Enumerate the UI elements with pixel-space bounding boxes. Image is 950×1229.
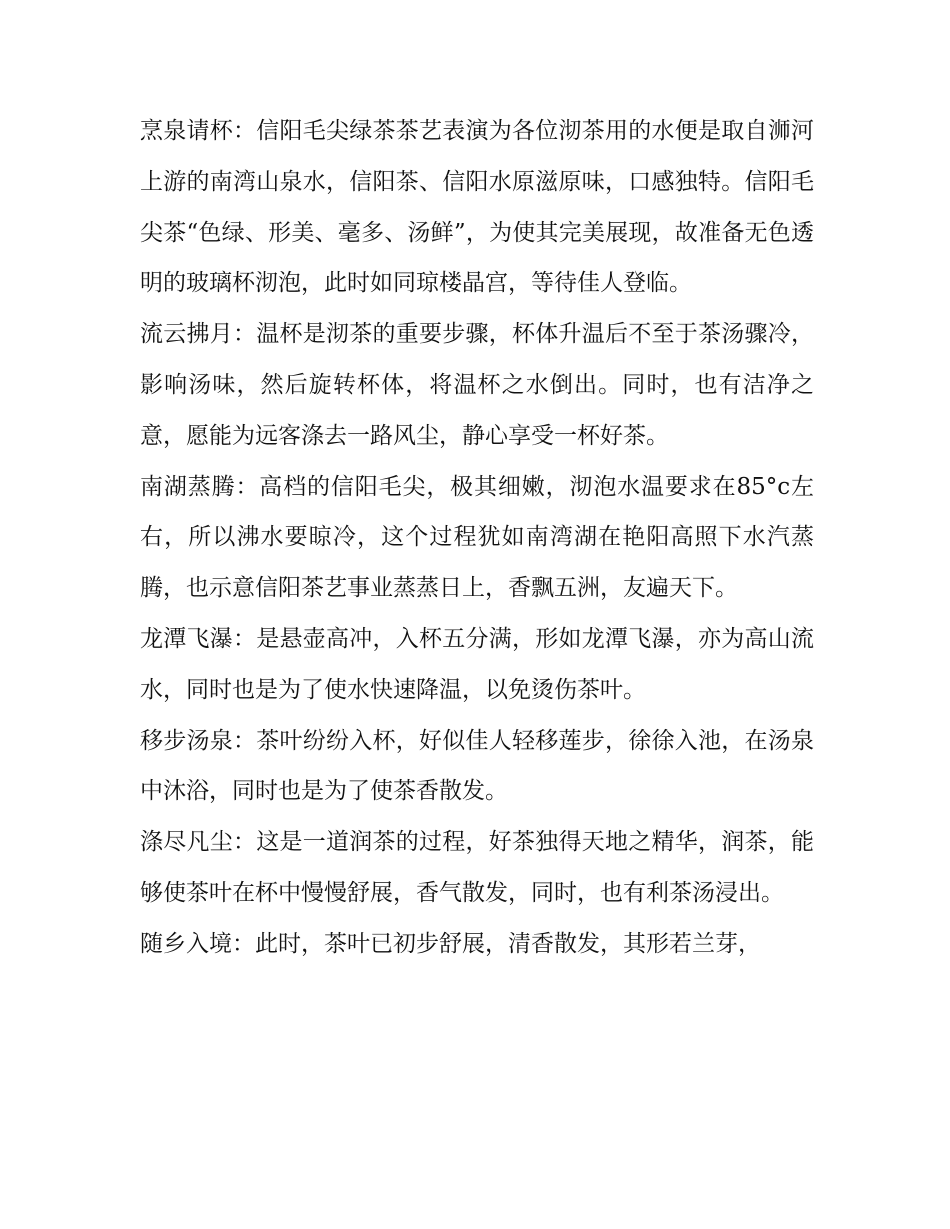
paragraph-pengquan: 烹泉请杯：信阳毛尖绿茶茶艺表演为各位沏茶用的水便是取自浉河上游的南湾山泉水，信阳茶、信阳水原滋原味，口感独特。信阳毛尖茶“色绿、形美、毫多、汤鲜”，为使其完美展现，故准备无色透明的玻璃杯沏泡，此时如同琼楼晶宫，等待佳人登临。	[140, 118, 814, 297]
paragraph-liuyun: 流云拂月：温杯是沏茶的重要步骤，杯体升温后不至于茶汤骤冷，影响汤味，然后旋转杯体，将温杯之水倒出。同时，也有洁净之意，愿能为远客涤去一路风尘，静心享受一杯好茶。	[140, 321, 814, 449]
paragraph-nanhu: 南湖蒸腾：高档的信阳毛尖，极其细嫩，沏泡水温要求在85°c左右，所以沸水要晾冷，这个过程犹如南湾湖在艳阳高照下水汽蒸腾，也示意信阳茶艺事业蒸蒸日上，香飘五洲，友遍天下。	[140, 473, 814, 602]
document-body	[140, 106, 814, 970]
paragraph-longtan: 龙潭飞瀑：是悬壶高冲，入杯五分满，形如龙潭飞瀑，亦为高山流水，同时也是为了使水快速降温，以免烫伤茶叶。	[140, 625, 814, 703]
paragraph-dijin: 涤尽凡尘：这是一道润茶的过程，好茶独得天地之精华，润茶，能够使茶叶在杯中慢慢舒展，香气散发，同时，也有利茶汤浸出。	[140, 829, 814, 906]
paragraph-yibu: 移步汤泉：茶叶纷纷入杯，好似佳人轻移莲步，徐徐入池，在汤泉中沐浴，同时也是为了使茶香散发。	[140, 727, 814, 805]
paragraph-suixiang: 随乡入境：此时，茶叶已初步舒展，清香散发，其形若兰芽，	[140, 930, 761, 957]
